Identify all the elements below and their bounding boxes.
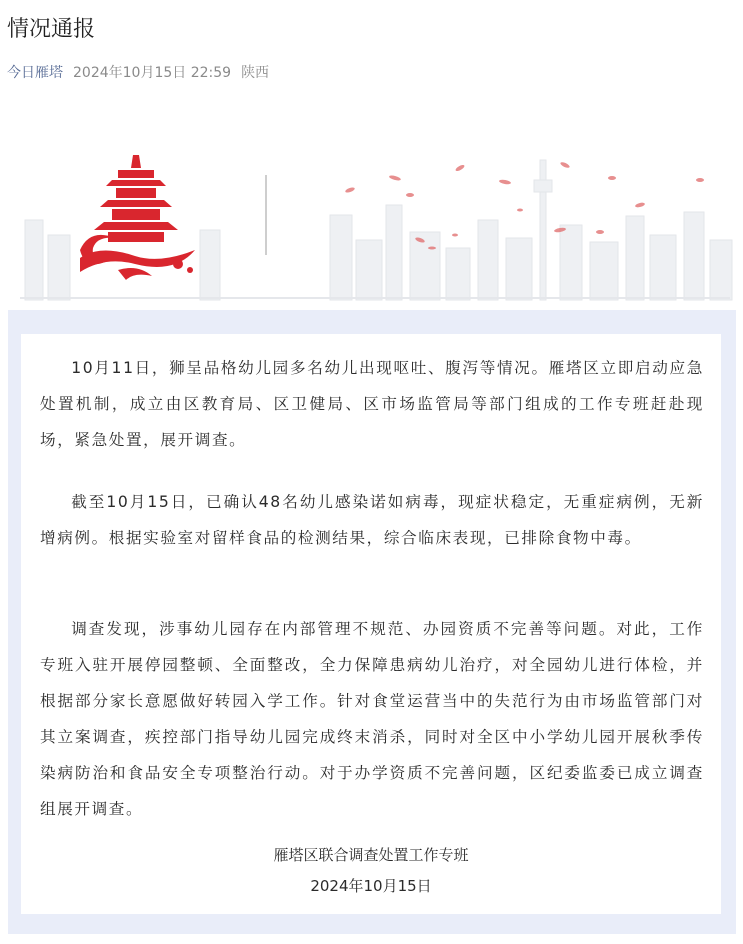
signature-organization: 雁塔区联合调查处置工作专班: [273, 846, 469, 864]
notice-paragraph: 调查发现，涉事幼儿园存在内部管理不规范、办园资质不完善等问题。对此，工作专班入驻开展停园整顿、全面整改，全力保障患病幼儿治疗，对全园幼儿进行体检，并根据部分家长意愿做好转园入学工作。针对食堂运营当中的失范行为由市场监管部门对其立案调查，疾控部门指导幼儿园完成终末消杀，同时对全区中小学幼儿园开展秋季传染病防治和食品安全专项整治行动。对于办学资质不完善问题，区纪委监委已成立调查组展开调查。: [40, 620, 704, 818]
source-account-link[interactable]: 今日雁塔: [7, 65, 63, 81]
header-banner: [0, 120, 743, 310]
big-wild-goose-pagoda-logo-icon: [80, 155, 195, 280]
publish-time: 2024年10月15日 22:59: [73, 65, 232, 81]
article-title: 情况通报: [7, 17, 96, 42]
notice-paragraph: 截至10月15日，已确认48名幼儿感染诺如病毒，现症状稳定，无重症病例，无新增病例。根据实验室对留样食品的检测结果，综合临床表现，已排除食物中毒。: [40, 493, 704, 547]
notice-paragraph: 10月11日，狮呈品格幼儿园多名幼儿出现呕吐、腹泻等情况。雁塔区立即启动应急处置机制，成立由区教育局、区卫健局、区市场监管局等部门组成的工作专班赶赴现场，紧急处置，展开调查。: [40, 359, 704, 449]
publish-location: 陕西: [241, 65, 270, 81]
article-meta: [7, 63, 269, 83]
signature-date: 2024年10月15日: [310, 877, 432, 895]
